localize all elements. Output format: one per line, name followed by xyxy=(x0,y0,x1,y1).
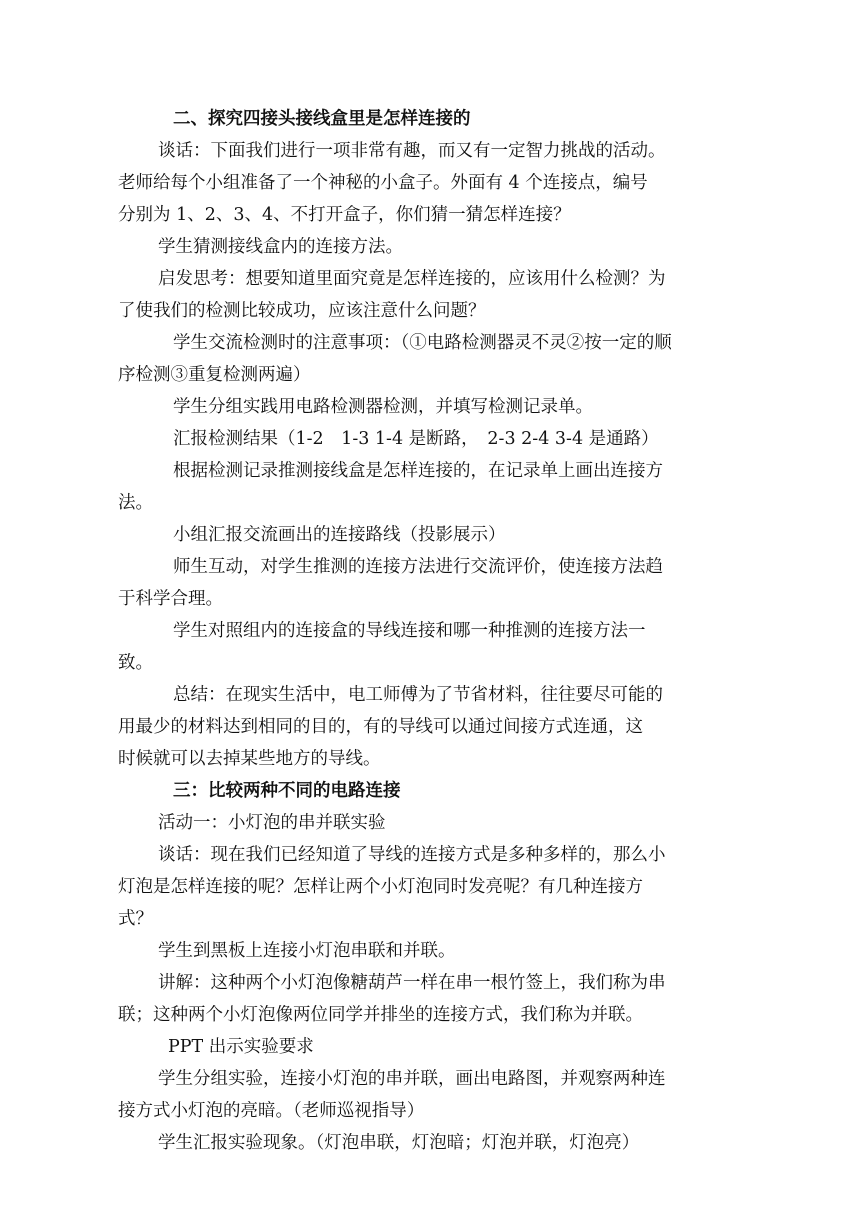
paragraph-line: 讲解：这种两个小灯泡像糖葫芦一样在串一根竹签上，我们称为串 xyxy=(158,973,666,993)
paragraph-line: 序检测③重复检测两遍） xyxy=(118,365,311,385)
paragraph-line: 学生分组实践用电路检测器检测，并填写检测记录单。 xyxy=(173,397,593,417)
paragraph-line: 致。 xyxy=(118,653,153,673)
paragraph-line: 了使我们的检测比较成功，应该注意什么问题？ xyxy=(118,301,486,321)
paragraph-line: 学生猜测接线盒内的连接方法。 xyxy=(158,237,403,257)
paragraph-line: PPT 出示实验要求 xyxy=(168,1037,314,1057)
paragraph-line: 学生交流检测时的注意事项：（①电路检测器灵不灵②按一定的顺 xyxy=(173,333,672,353)
paragraph-line: 启发思考：想要知道里面究竟是怎样连接的，应该用什么检测？为 xyxy=(158,269,666,289)
paragraph-line: 联；这种两个小灯泡像两位同学并排坐的连接方式，我们称为并联。 xyxy=(118,1005,643,1025)
paragraph-line: 分别为 1、2、3、4、不打开盒子，你们猜一猜怎样连接？ xyxy=(118,205,571,225)
paragraph-line: 老师给每个小组准备了一个神秘的小盒子。外面有 4 个连接点，编号 xyxy=(118,173,648,193)
paragraph-line: 汇报检测结果（1-2 1-3 1-4 是断路， 2-3 2-4 3-4 是通路） xyxy=(173,429,659,449)
paragraph-line: 法。 xyxy=(118,493,153,513)
paragraph-line: 接方式小灯泡的亮暗。（老师巡视指导） xyxy=(118,1101,425,1121)
paragraph-line: 师生互动，对学生推测的连接方法进行交流评价，使连接方法趋 xyxy=(173,557,663,577)
section-heading-2: 二、探究四接头接线盒里是怎样连接的 xyxy=(173,109,471,129)
paragraph-line: 式？ xyxy=(118,909,153,929)
paragraph-line: 总结：在现实生活中，电工师傅为了节省材料，往往要尽可能的 xyxy=(173,685,663,705)
paragraph-line: 学生对照组内的连接盒的导线连接和哪一种推测的连接方法一 xyxy=(173,621,646,641)
paragraph-line: 时候就可以去掉某些地方的导线。 xyxy=(118,749,381,769)
paragraph-line: 用最少的材料达到相同的目的，有的导线可以通过间接方式连通，这 xyxy=(118,717,643,737)
paragraph-line: 学生汇报实验现象。（灯泡串联，灯泡暗；灯泡并联，灯泡亮） xyxy=(158,1133,640,1153)
section-heading-3: 三：比较两种不同的电路连接 xyxy=(173,781,401,801)
paragraph-line: 学生分组实验，连接小灯泡的串并联，画出电路图，并观察两种连 xyxy=(158,1069,666,1089)
paragraph-line: 谈话：现在我们已经知道了导线的连接方式是多种多样的，那么小 xyxy=(158,845,666,865)
paragraph-line: 根据检测记录推测接线盒是怎样连接的，在记录单上画出连接方 xyxy=(173,461,663,481)
paragraph-line: 谈话：下面我们进行一项非常有趣，而又有一定智力挑战的活动。 xyxy=(158,141,666,161)
paragraph-line: 小组汇报交流画出的连接路线（投影展示） xyxy=(173,525,506,545)
paragraph-line: 学生到黑板上连接小灯泡串联和并联。 xyxy=(158,941,456,961)
paragraph-line: 活动一：小灯泡的串并联实验 xyxy=(158,813,386,833)
paragraph-line: 于科学合理。 xyxy=(118,589,223,609)
paragraph-line: 灯泡是怎样连接的呢？怎样让两个小灯泡同时发亮呢？有几种连接方 xyxy=(118,877,643,897)
